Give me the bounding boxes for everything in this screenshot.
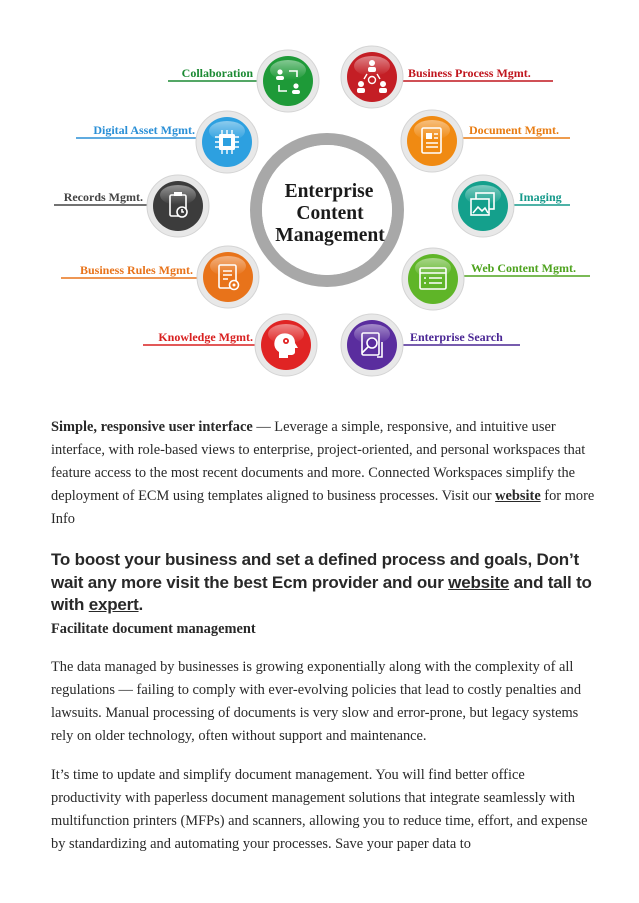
label-knowledge: Knowledge Mgmt. — [158, 330, 253, 344]
center-title-line3: Management — [275, 225, 385, 246]
label-enterprise-search: Enterprise Search — [410, 330, 503, 344]
paragraph-interface-text: — Leverage a simple, responsive, and intuitive user interface, with role-based views to enterprise, project-oriented, and personal workspaces that feature access to the most recent documents and more. Connected Workspaces simplify the deployment of ECM using templates aligned to business processes. Visit our — [51, 419, 586, 504]
node-business-process — [341, 46, 553, 108]
website-link[interactable]: website — [495, 488, 541, 504]
label-digital-asset: Digital Asset Mgmt. — [93, 123, 195, 137]
cta-website-link[interactable]: website — [448, 572, 510, 592]
node-business-rules — [61, 246, 259, 308]
cta-heading-text: To boost your business and set a defined process and goals, Don’t wait any more visit the best Ecm provider and our — [51, 550, 579, 592]
node-knowledge — [143, 314, 317, 376]
paragraph-data-growth: The data managed by businesses is growing exponentially along with the complexity of all regulations — failing to comply with ever-evolving policies that lead to costly penalties and lawsuits. Manual processing of documents is very slow and error-prone, but legacy systems rely on older technology, often without support and maintenance. — [51, 658, 582, 744]
node-enterprise-search — [341, 314, 520, 376]
label-business-rules: Business Rules Mgmt. — [79, 263, 193, 277]
node-collaboration — [168, 50, 319, 112]
paragraph-interface-lead: Simple, responsive user interface — [51, 419, 253, 435]
label-collaboration: Collaboration — [181, 66, 253, 80]
ecm-diagram — [0, 0, 639, 390]
node-digital-asset — [76, 111, 258, 173]
node-records — [54, 175, 209, 237]
center-title-line2: Content — [296, 203, 364, 224]
cta-expert-link[interactable]: expert — [88, 595, 139, 614]
node-imaging — [452, 175, 570, 237]
label-business-process: Business Process Mgmt. — [408, 66, 531, 80]
label-imaging: Imaging — [519, 190, 562, 204]
section-heading: Facilitate document management — [51, 620, 256, 637]
label-document: Document Mgmt. — [469, 123, 559, 137]
paragraph-interface — [51, 416, 596, 531]
paragraph-interface-after: for more Info — [51, 488, 595, 527]
paragraph-update: It’s time to update and simplify document management. You will find better office productivity with paperless document management solutions that integrate seamlessly with multifunction printers (MFPs) and scanners, allowing you to reduce time, effort, and expense by standardizing and automating your processes. Save your paper data to — [51, 766, 588, 852]
center-title-line1: Enterprise — [284, 181, 374, 202]
center-hub — [256, 139, 398, 281]
node-web-content — [402, 248, 590, 310]
node-document — [401, 110, 570, 172]
label-web-content: Web Content Mgmt. — [471, 261, 576, 275]
cta-heading — [51, 549, 596, 617]
cta-heading-end: . — [138, 595, 144, 614]
article-body — [51, 416, 596, 856]
label-records: Records Mgmt. — [63, 190, 143, 204]
cta-heading-middle: and tall to with — [51, 572, 592, 614]
